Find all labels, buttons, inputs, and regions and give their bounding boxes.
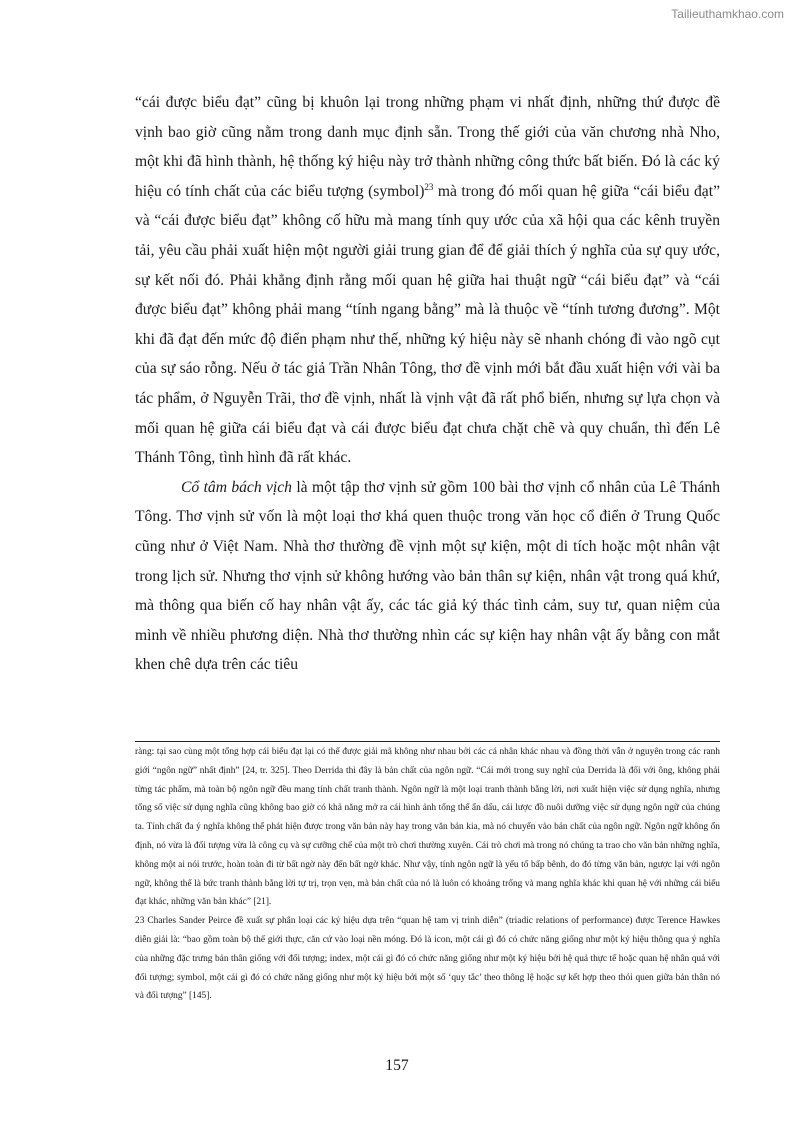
paragraph-1 xyxy=(135,88,720,473)
paragraph-2 xyxy=(135,473,720,680)
book-title: Cổ tâm bách vịch xyxy=(181,478,292,496)
paragraph-1-part-a: “cái được biểu đạt” cũng bị khuôn lại trong những phạm vi nhất định, những thứ được đề vịnh bao giờ cũng nằm trong danh mục định sẵn. Trong thế giới của văn chương nhà Nho, một khi đã hình thành, hệ thống ký hiệu này trở thành những công thức bất biến. Đó là các ký hiệu có tính chất của các biểu tượng (symbol) xyxy=(135,94,720,200)
main-text xyxy=(135,88,720,680)
page-number: 157 xyxy=(385,1057,409,1074)
watermark: Tailieuthamkhao.com xyxy=(671,7,784,21)
paragraph-1-part-b: mà trong đó mối quan hệ giữa “cái biểu đạt” và “cái được biểu đạt” không cố hữu mà mang tính quy ước của xã hội qua các kênh truyền tải, yêu cầu phải xuất hiện một người giải trung gian để để giải thích ý nghĩa của sự quy ước, sự kết nối đó. Phải khẳng định rằng mối quan hệ giữa hai thuật ngữ “cái biểu đạt” và “cái được biểu đạt” không phải mang “tính ngang bằng” mà là thuộc về “tính tương đương”. Một khi đã đạt đến mức độ điển phạm như thế, những ký hiệu này sẽ nhanh chóng đi vào ngõ cụt của sự sáo rỗng. Nếu ở tác giả Trần Nhân Tông, thơ đề vịnh mới bắt đầu xuất hiện với vài ba tác phẩm, ở Nguyễn Trãi, thơ đề vịnh, nhất là vịnh vật đã rất phổ biến, nhưng sự lựa chọn và mối quan hệ giữa cái biểu đạt và cái được biểu đạt chưa chặt chẽ và quy chuẩn, thì đến Lê Thánh Tông, tình hình đã rất khác. xyxy=(135,182,720,467)
footnote-ref-23[interactable]: 23 xyxy=(424,181,434,192)
footnote-continued: ràng: tại sao cùng một tổng hợp cái biểu đạt lại có thể được giải mã không như nhau bởi các cá nhân khác nhau và đồng thời vẫn ở nguyên trong các ranh giới “ngôn ngữ” nhất định” [24, tr. 325]. Theo Derrida thì đây là bản chất của ngôn ngữ. “Cái mới trong suy nghĩ của Derrida là đối với ông, không phải từng tác phẩm, mà toàn bộ ngôn ngữ đều mang tính chất tranh thành. Ngôn ngữ là một loại tranh thành bằng lời, nơi xuất hiện việc sử dụng nghĩa, nhưng tổng số việc sử dụng nghĩa cũng không bao giờ có khả năng mở ra cái hình ảnh tổng thể ẩn dấu, cái lược đồ nuôi dưỡng việc sử dụng ngôn ngữ của chúng ta. Tính chất đa ý nghĩa không thể phát hiện được trong văn bản này hay trong văn bản kia, mà nó chuyển vào bản chất của ngôn ngữ. Ngôn ngữ không ổn định, nó vừa là đối tượng vừa là công cụ và sự cưỡng chế của một trò chơi thường xuyên. Cái trò chơi mà trong nó chúng ta trao cho văn bản những nghĩa, không một ai nói trước, hoàn toàn đi từ bất ngờ này đến bất ngờ khác. Như vậy, tính ngôn ngữ là yếu tố bấp bênh, do đó từng văn bản, ngược lại với ngôn ngữ, không thể là bức tranh thành bằng lời tự trị, trọn vẹn, mà bản chất của nó là luôn có khoảng trống và mang nghĩa khác khi quan hệ với những cái biểu đạt khác, những văn bản khác” [21]. xyxy=(135,747,720,908)
footnote-23: 23 Charles Sander Peirce đề xuất sự phân loại các ký hiệu dựa trên “quan hệ tam vị trình diễn” (triadic relations of performance) được Terence Hawkes diễn giải là: “bao gồm toàn bộ thế giới thực, căn cứ vào loại nền móng. Đó là icon, một cái gì đó có chức năng giống như một ký hiệu thông qua ý nghĩa của những đặc trưng bản thân giống với đối tượng; index, một cái gì đó có chức năng giống như một ký hiệu bởi hệ quả thực tế hoặc quan hệ nhân quả với đối tượng; symbol, một cái gì đó có chức năng giống như một ký hiệu bởi một số ‘quy tắc’ theo thông lệ hoặc sự kết hợp theo thói quen giữa bản thân nó và đối tượng” [145]. xyxy=(135,916,720,1002)
footnote-divider xyxy=(135,741,720,742)
paragraph-2-text: là một tập thơ vịnh sử gồm 100 bài thơ vịnh cổ nhân của Lê Thánh Tông. Thơ vịnh sử vốn là một loại thơ khá quen thuộc trong văn học cổ điển ở Trung Quốc cũng như ở Việt Nam. Nhà thơ thường đề vịnh một sự kiện, một di tích hoặc một nhân vật trong lịch sử. Nhưng thơ vịnh sử không hướng vào bản thân sự kiện, nhân vật trong quá khứ, mà thông qua biến cố hay nhân vật ấy, các tác giả ký thác tình cảm, suy tư, quan niệm của mình về nhiều phương diện. Nhà thơ thường nhìn các sự kiện hay nhân vật ấy bằng con mắt khen chê dựa trên các tiêu xyxy=(135,478,720,674)
footnotes xyxy=(135,743,720,1006)
